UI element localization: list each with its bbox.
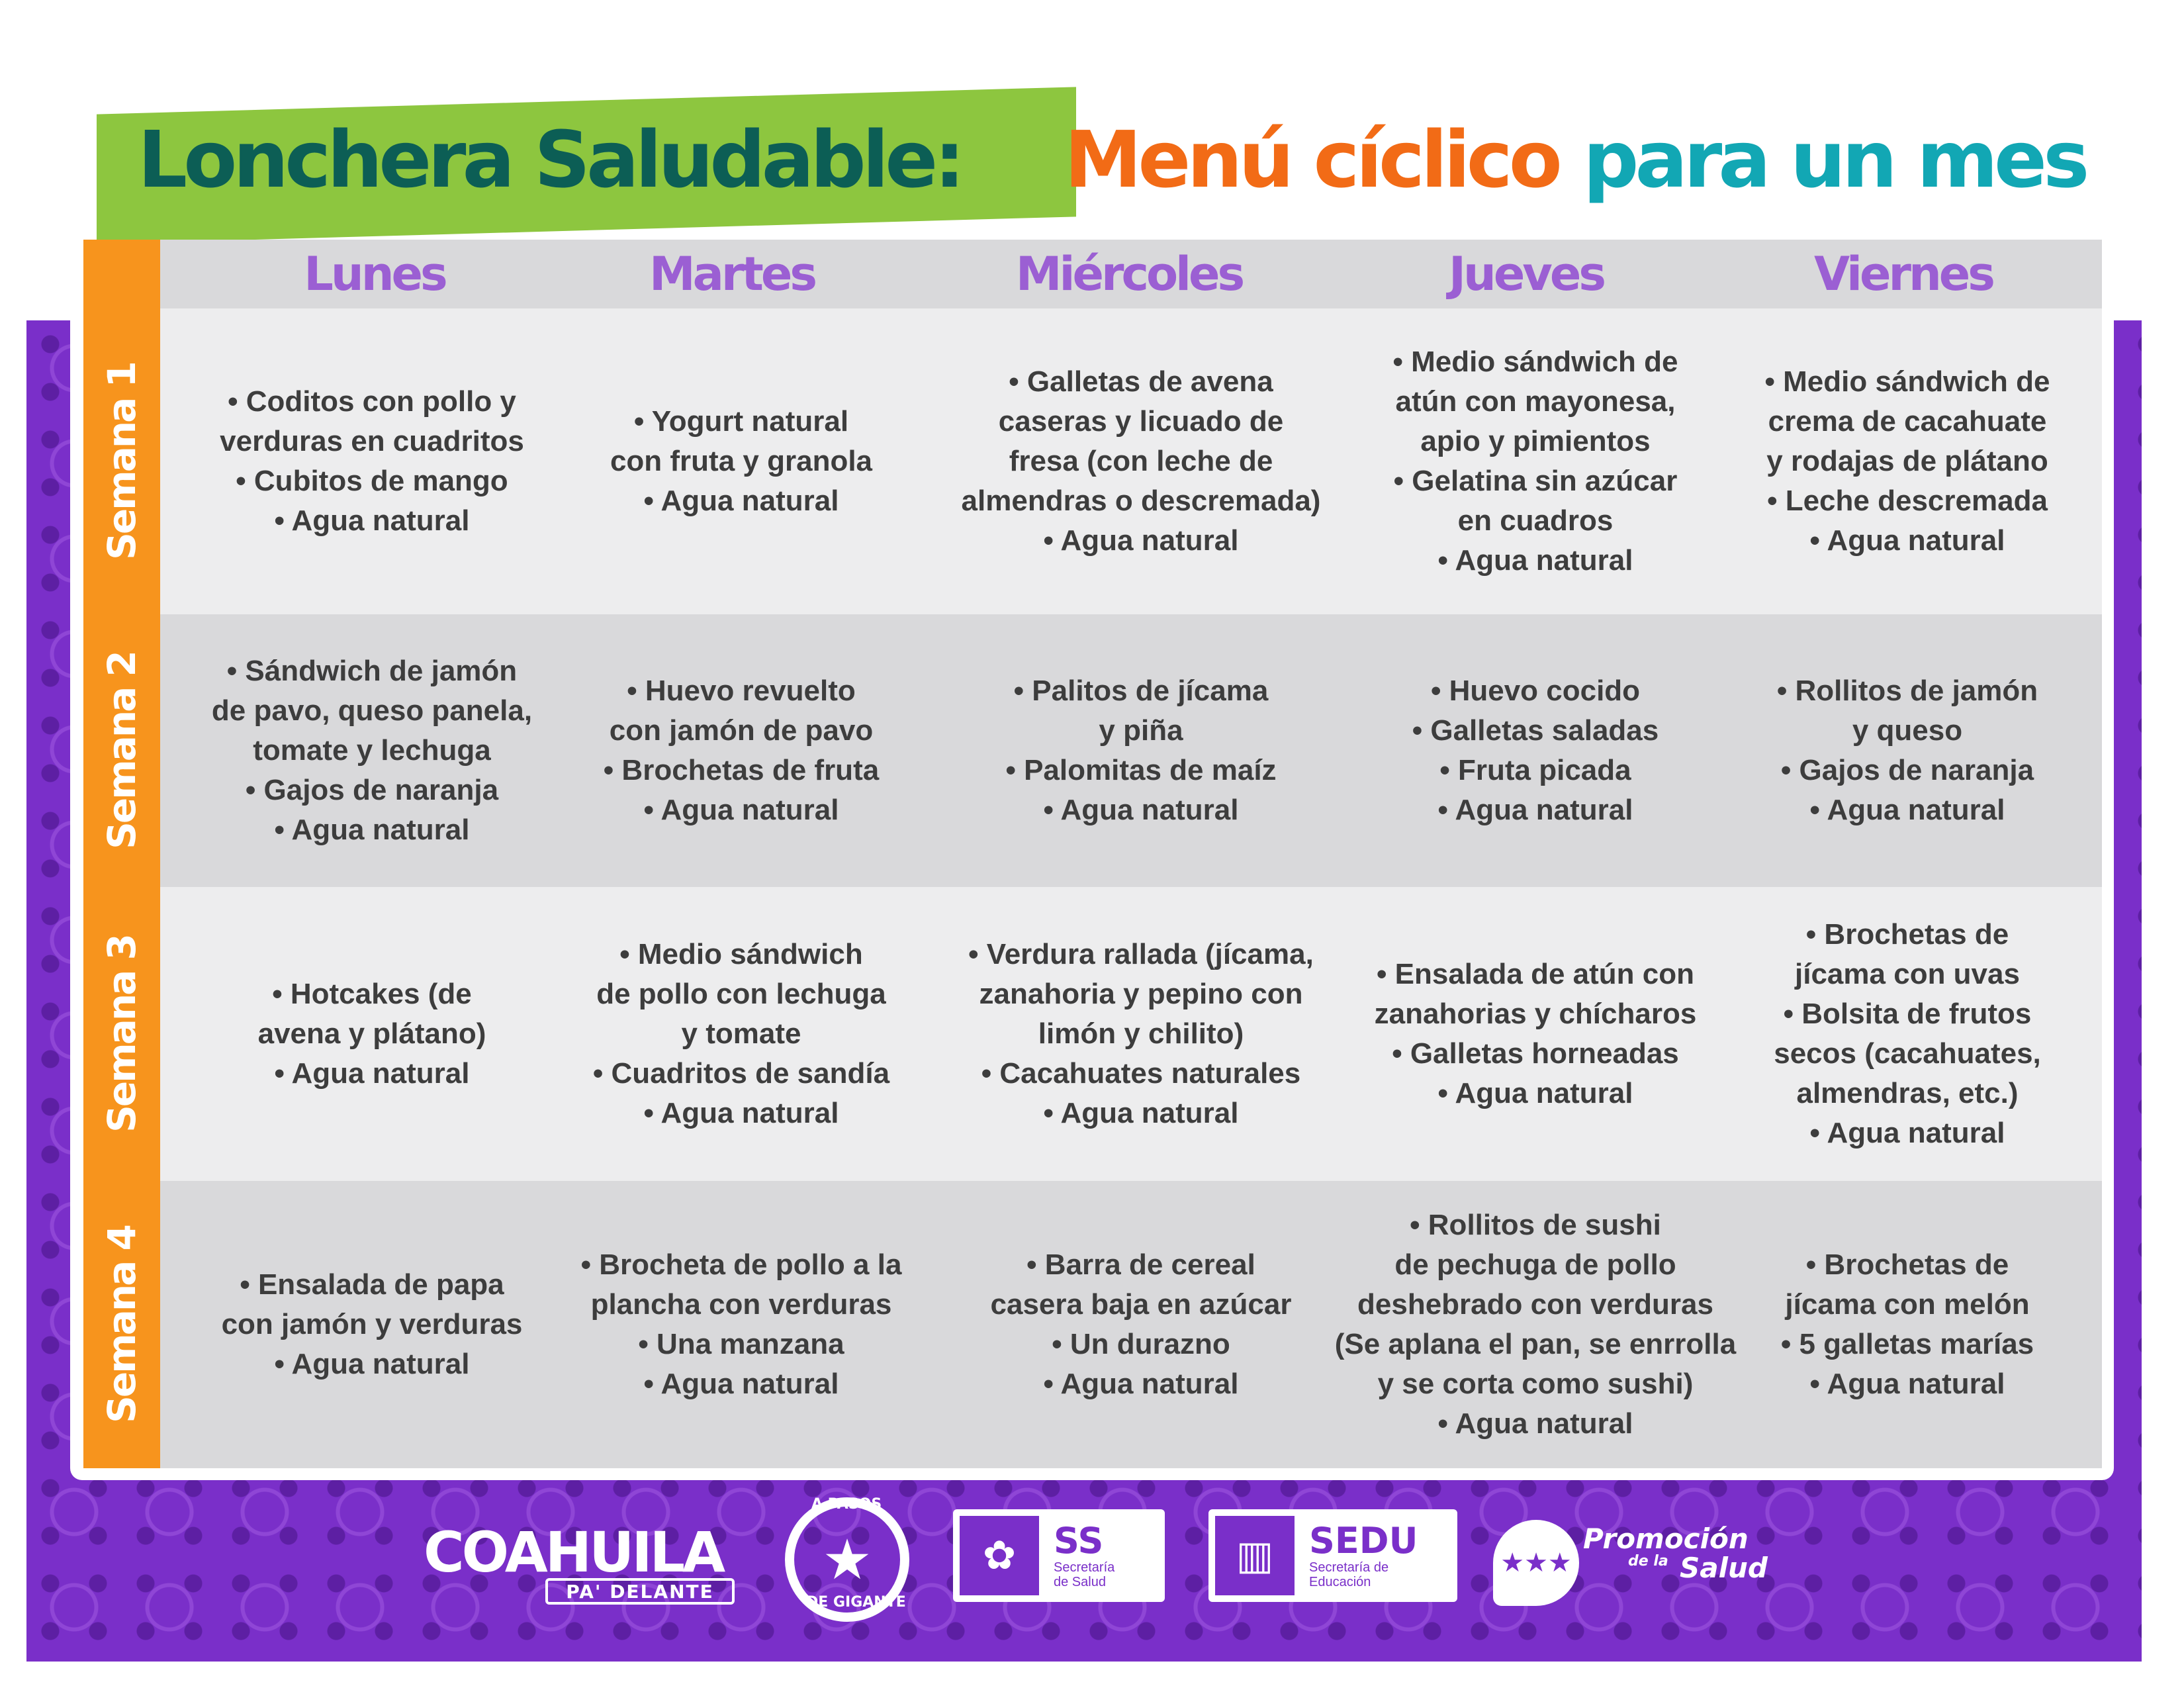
menu-item-line: limón y chilito): [1038, 1017, 1244, 1050]
menu-item-line: • Palomitas de maíz: [1005, 754, 1277, 786]
menu-item-line: y queso: [1852, 714, 1963, 747]
menu-cell-semana-3-jueves: [1337, 887, 1734, 1181]
menu-item-line: • Galletas horneadas: [1392, 1037, 1679, 1070]
day-header-miercoles: Miércoles: [1015, 247, 1243, 301]
book-icon: ▥: [1215, 1516, 1295, 1595]
menu-cell-semana-4-martes: [543, 1181, 940, 1468]
star-icon: ★: [822, 1527, 872, 1592]
week-label-1: [83, 308, 160, 614]
day-header-martes: Martes: [649, 247, 815, 301]
menu-item-line: • Palitos de jícama: [1013, 675, 1269, 707]
ss-full-line-2: de Salud: [1054, 1575, 1106, 1589]
menu-item-line: con jamón y verduras: [221, 1308, 523, 1340]
coahuila-tagline: PA' DELANTE: [545, 1578, 735, 1605]
menu-cell-semana-3-martes: [543, 887, 940, 1181]
menu-cell-semana-1-jueves: [1337, 308, 1734, 614]
menu-item-line: • Agua natural: [1437, 1407, 1633, 1440]
menu-item-line: tomate y lechuga: [253, 734, 491, 767]
menu-item-line: con jamón de pavo: [609, 714, 874, 747]
menu-item-line: • Cuadritos de sandía: [592, 1057, 890, 1090]
menu-item-line: • Ensalada de papa: [240, 1268, 504, 1301]
coahuila-logo-text: COAHUILA: [424, 1520, 723, 1585]
menu-item-line: y se corta como sushi): [1377, 1368, 1694, 1400]
ss-pattern-icon: ✿: [960, 1516, 1039, 1595]
salud-text: Salud: [1680, 1552, 1768, 1584]
menu-cell-semana-2-viernes: [1709, 614, 2106, 887]
menu-item-line: • Agua natural: [643, 1368, 839, 1400]
menu-cell-semana-2-martes: [543, 614, 940, 887]
week-label-text: Semana 1: [99, 363, 145, 560]
de-la-text: de la: [1628, 1553, 1668, 1570]
menu-item-line: • Agua natural: [1437, 794, 1633, 826]
menu-item-line: • Verdura rallada (jícama,: [968, 938, 1314, 970]
pasos-badge-top-text: A PASOS: [811, 1496, 882, 1513]
menu-item-line: casera baja en azúcar: [990, 1288, 1292, 1321]
day-header-lunes: Lunes: [304, 247, 445, 301]
menu-item-line: • Una manzana: [638, 1328, 844, 1360]
week-label-text: Semana 4: [99, 1226, 145, 1423]
menu-item-line: secos (cacahuates,: [1774, 1037, 2041, 1070]
sedu-abbr: SEDU: [1309, 1520, 1418, 1562]
menu-item-line: • Agua natural: [1043, 794, 1239, 826]
menu-item-line: verduras en cuadritos: [220, 425, 524, 457]
menu-item-line: • Leche descremada: [1767, 485, 2048, 517]
menu-cell-semana-2-lunes: [173, 614, 570, 887]
sedu-logo: [1208, 1509, 1457, 1602]
menu-item-line: • Rollitos de sushi: [1410, 1209, 1661, 1241]
sedu-full-line-2: Educación: [1309, 1575, 1371, 1589]
title-para-un-mes: para un mes: [1583, 114, 2086, 205]
sedu-full-line-1: Secretaría de: [1309, 1560, 1389, 1575]
menu-cell-semana-4-jueves: [1334, 1181, 1737, 1468]
menu-cell-semana-1-lunes: [173, 308, 570, 614]
menu-item-line: de pechuga de pollo: [1394, 1248, 1676, 1281]
menu-item-line: • Huevo revuelto: [627, 675, 856, 707]
menu-item-line: • Medio sándwich de: [1764, 365, 2050, 398]
menu-cell-semana-2-jueves: [1337, 614, 1734, 887]
menu-item-line: • Agua natural: [274, 504, 470, 537]
menu-cell-semana-4-miercoles: [942, 1181, 1340, 1468]
day-header-viernes: Viernes: [1814, 247, 1993, 301]
pasos-badge-bottom-text: DE GIGANTE: [806, 1594, 906, 1611]
menu-item-line: • Coditos con pollo y: [228, 385, 516, 418]
menu-item-line: • Galletas de avena: [1009, 365, 1273, 398]
menu-item-line: • Ensalada de atún con: [1377, 958, 1694, 990]
menu-item-line: • Gajos de naranja: [1780, 754, 2034, 786]
promocion-salud-icon: ★★★: [1493, 1520, 1579, 1606]
menu-item-line: y piña: [1099, 714, 1183, 747]
menu-item-line: deshebrado con verduras: [1357, 1288, 1713, 1321]
menu-item-line: • Agua natural: [643, 794, 839, 826]
menu-item-line: • Rollitos de jamón: [1776, 675, 2038, 707]
menu-item-line: • Agua natural: [1809, 524, 2005, 557]
menu-cell-semana-3-viernes: [1709, 887, 2106, 1181]
menu-item-line: avena y plátano): [257, 1017, 486, 1050]
menu-item-line: • Hotcakes (de: [272, 978, 472, 1010]
menu-cell-semana-3-miercoles: [942, 887, 1340, 1181]
menu-cell-semana-1-martes: [543, 308, 940, 614]
menu-cell-semana-1-miercoles: [942, 308, 1340, 614]
menu-item-line: fresa (con leche de: [1009, 445, 1273, 477]
menu-item-line: y tomate: [681, 1017, 801, 1050]
menu-item-line: crema de cacahuate: [1768, 405, 2047, 438]
menu-item-line: • Agua natural: [274, 1348, 470, 1380]
menu-item-line: • Agua natural: [1043, 1097, 1239, 1129]
menu-item-line: • Agua natural: [274, 814, 470, 846]
menu-cell-semana-2-miercoles: [942, 614, 1340, 887]
title-lonchera-saludable: Lonchera Saludable:: [138, 114, 962, 205]
promocion-text: Promoción: [1583, 1523, 1749, 1555]
day-header-jueves: Jueves: [1448, 247, 1604, 301]
menu-item-line: almendras, etc.): [1796, 1077, 2019, 1109]
menu-item-line: • Yogurt natural: [633, 405, 849, 438]
menu-item-line: almendras o descremada): [961, 485, 1321, 517]
menu-item-line: zanahoria y pepino con: [979, 978, 1303, 1010]
menu-item-line: • Agua natural: [1043, 1368, 1239, 1400]
menu-item-line: • Galletas saladas: [1412, 714, 1659, 747]
menu-item-line: • Bolsita de frutos: [1783, 998, 2032, 1030]
menu-item-line: • Agua natural: [1809, 1117, 2005, 1149]
menu-item-line: y rodajas de plátano: [1766, 445, 2048, 477]
menu-item-line: • Un durazno: [1052, 1328, 1230, 1360]
menu-item-line: zanahorias y chícharos: [1374, 998, 1697, 1030]
menu-item-line: • Cubitos de mango: [236, 465, 508, 497]
menu-item-line: • Medio sándwich de: [1392, 346, 1678, 378]
week-label-text: Semana 2: [99, 652, 145, 849]
menu-item-line: con fruta y granola: [610, 445, 873, 477]
menu-item-line: • Medio sándwich: [619, 938, 863, 970]
menu-item-line: de pavo, queso panela,: [211, 694, 533, 727]
menu-item-line: • Brochetas de fruta: [603, 754, 880, 786]
menu-item-line: • Agua natural: [1043, 524, 1239, 557]
menu-item-line: • Agua natural: [643, 1097, 839, 1129]
menu-cell-semana-4-viernes: [1709, 1181, 2106, 1468]
menu-item-line: apio y pimientos: [1420, 425, 1651, 457]
ss-logo: [953, 1509, 1165, 1602]
menu-item-line: jícama con uvas: [1795, 958, 2020, 990]
menu-item-line: en cuadros: [1457, 504, 1614, 537]
week-label-3: [83, 887, 160, 1181]
menu-item-line: • Huevo cocido: [1430, 675, 1641, 707]
menu-cell-semana-3-lunes: [173, 887, 570, 1181]
menu-item-line: • Agua natural: [1809, 794, 2005, 826]
menu-cell-semana-1-viernes: [1709, 308, 2106, 614]
week-label-2: [83, 614, 160, 887]
menu-item-line: • Brocheta de pollo a la: [580, 1248, 902, 1281]
menu-item-line: • Agua natural: [1437, 1077, 1633, 1109]
menu-item-line: • 5 galletas marías: [1780, 1328, 2034, 1360]
menu-item-line: • Agua natural: [643, 485, 839, 517]
menu-item-line: • Brochetas de: [1805, 918, 2009, 951]
menu-item-line: (Se aplana el pan, se enrrolla: [1334, 1328, 1737, 1360]
menu-item-line: • Gelatina sin azúcar: [1393, 465, 1678, 497]
menu-item-line: • Sándwich de jamón: [226, 655, 518, 687]
menu-item-line: caseras y licuado de: [998, 405, 1284, 438]
menu-cell-semana-4-lunes: [173, 1181, 570, 1468]
menu-item-line: de pollo con lechuga: [596, 978, 886, 1010]
menu-item-line: • Brochetas de: [1805, 1248, 2009, 1281]
menu-item-line: • Barra de cereal: [1026, 1248, 1255, 1281]
menu-item-line: • Gajos de naranja: [245, 774, 499, 806]
menu-item-line: plancha con verduras: [590, 1288, 892, 1321]
menu-item-line: atún con mayonesa,: [1395, 385, 1676, 418]
ss-abbr: SS: [1054, 1520, 1104, 1562]
menu-item-line: • Agua natural: [274, 1057, 470, 1090]
week-label-text: Semana 3: [99, 935, 145, 1133]
ss-full-line-1: Secretaría: [1054, 1560, 1115, 1575]
week-label-4: [83, 1181, 160, 1468]
menu-item-line: • Agua natural: [1809, 1368, 2005, 1400]
menu-item-line: jícama con melón: [1785, 1288, 2030, 1321]
menu-item-line: • Cacahuates naturales: [981, 1057, 1301, 1090]
title-menu-ciclico: Menú cíclico: [1064, 114, 1559, 205]
menu-item-line: • Fruta picada: [1439, 754, 1631, 786]
menu-item-line: • Agua natural: [1437, 544, 1633, 577]
